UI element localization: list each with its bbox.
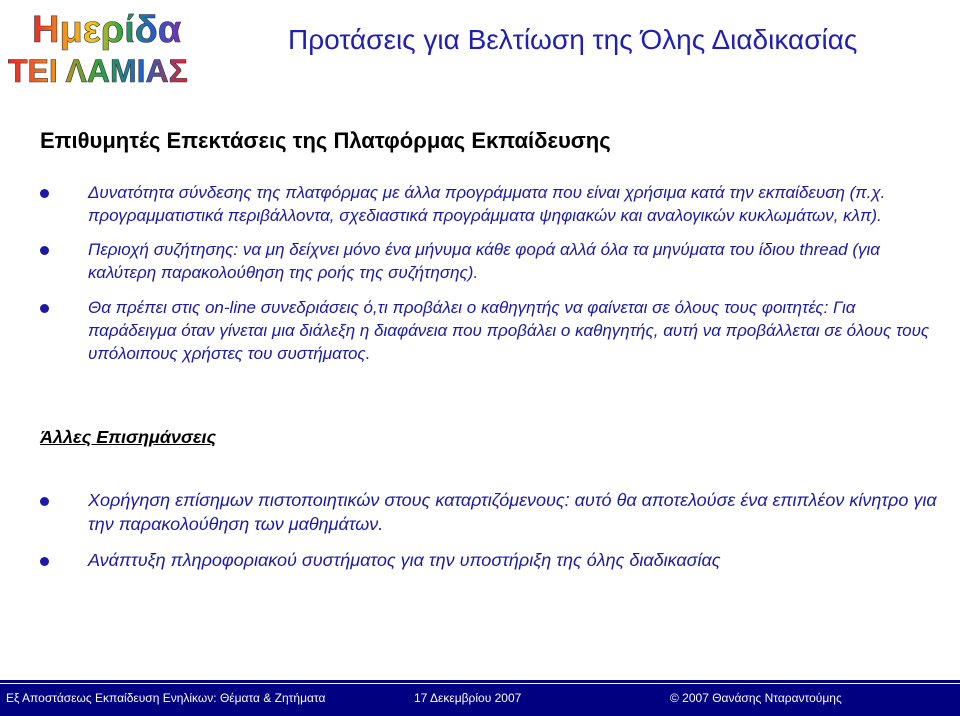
footer-copyright: © 2007 Θανάσης Νταραντούμης: [670, 691, 842, 705]
footer-date: 17 Δεκεμβρίου 2007: [414, 691, 522, 705]
bullet-text: Περιοχή συζήτησης: να μη δείχνει μόνο ένα μήνυμα κάθε φορά αλλά όλα τα μηνύματα του ίδιου thread (για καλύτερη παρακολούθηση της ροής της συζήτησης).: [88, 240, 880, 282]
footer-divider: [0, 680, 960, 683]
list-item: [40, 181, 940, 227]
bullet-text: Δυνατότητα σύνδεσης της πλατφόρμας με άλλα προγράμματα που είναι χρήσιμα κατά την εκπαίδευση (π.χ. προγραμματιστικά περιβάλλοντα, σχεδιαστικά προγράμματα ψηφιακών και αναλογικών κυκλωμάτων, κλπ).: [88, 183, 886, 225]
bullet-icon: [40, 304, 49, 313]
event-logo: [4, 4, 254, 88]
logo-line2: ΤΕΙ ΛΑΜΙΑΣ: [8, 53, 188, 88]
bullet-icon: [40, 497, 49, 506]
logo-line1: Ημερίδα: [32, 9, 182, 51]
section2-heading: Άλλες Επισημάνσεις: [40, 427, 217, 447]
bullet-text: Χορήγηση επίσημων πιστοποιητικών στους καταρτιζόμενους: αυτό θα αποτελούσε ένα επιπλέον κίνητρο για την παρακολούθηση των μαθημάτων.: [88, 490, 937, 534]
section1-bullet-list: [40, 181, 940, 376]
list-item: [40, 238, 940, 284]
slide-title: Προτάσεις για Βελτίωση της Όλης Διαδικασίας: [288, 24, 858, 55]
footer-bar: [0, 684, 960, 716]
bullet-icon: [40, 189, 49, 198]
list-item: [40, 296, 940, 365]
bullet-icon: [40, 557, 49, 566]
bullet-text: Θα πρέπει στις on-line συνεδριάσεις ό,τι προβάλει ο καθηγητής να φαίνεται σε όλους τους φοιτητές: Για παράδειγμα όταν γίνεται μια διάλεξη η διαφάνεια που προβάλει ο καθηγητής, αυτή να προβάλλεται σε όλους τους υπόλοιπους χρήστες του συστήματος.: [88, 298, 930, 363]
list-item: [40, 548, 940, 572]
section1-heading: Επιθυμητές Επεκτάσεις της Πλατφόρμας Εκπαίδευσης: [40, 128, 611, 153]
footer-course-title: Εξ Αποστάσεως Εκπαίδευση Ενηλίκων: Θέματα & Ζητήματα: [6, 691, 326, 705]
bullet-text: Ανάπτυξη πληροφοριακού συστήματος για την υποστήριξη της όλης διαδικασίας: [88, 550, 721, 570]
section2-bullet-list: [40, 488, 940, 584]
bullet-icon: [40, 246, 49, 255]
list-item: [40, 488, 940, 536]
